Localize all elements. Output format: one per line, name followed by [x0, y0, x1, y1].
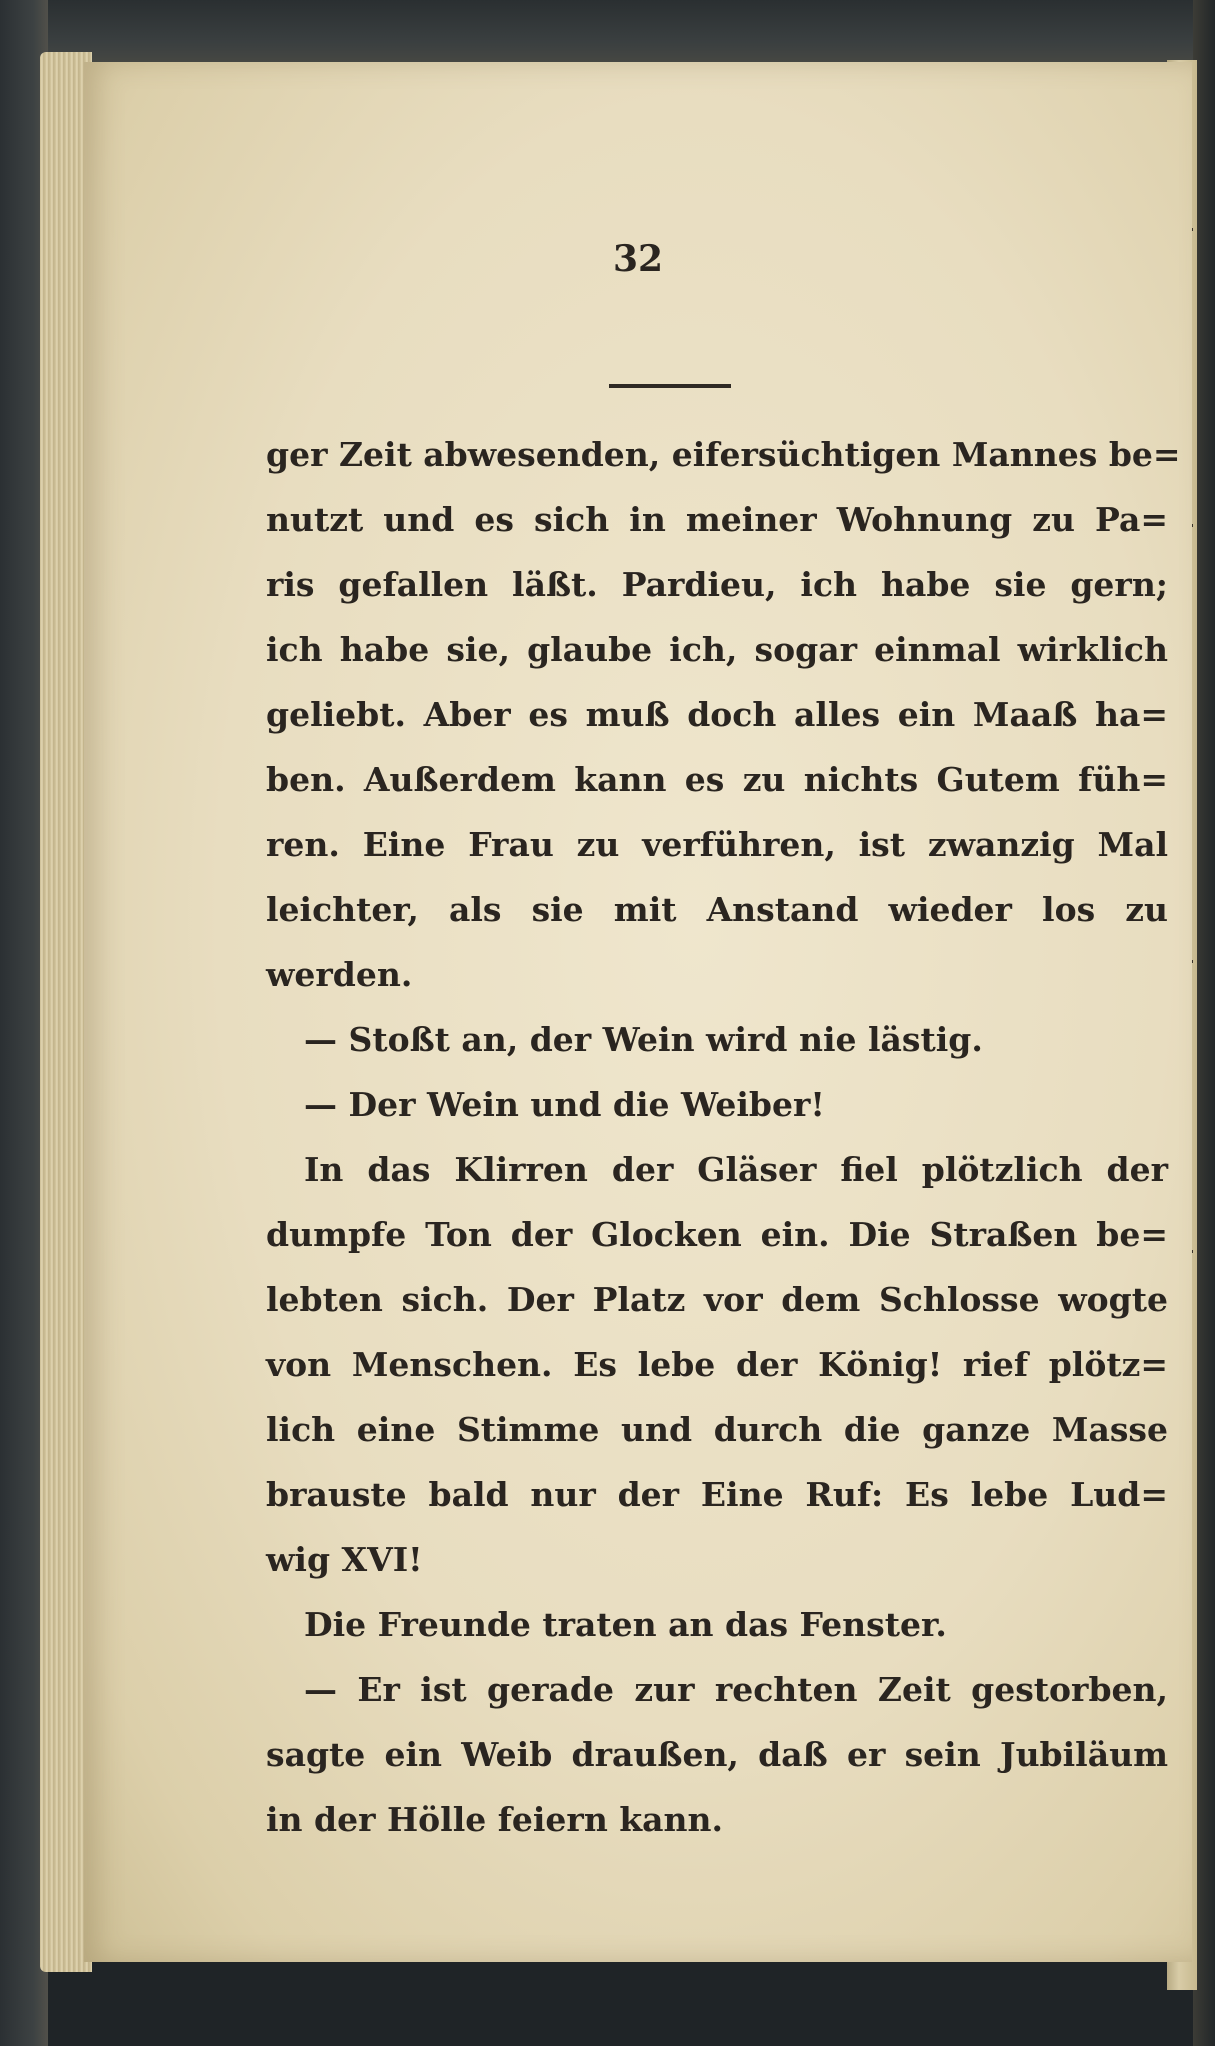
- text-line: In das Klirren der Gläser fiel plötzlich der: [304, 1150, 1168, 1189]
- text-line: ich habe sie, glaube ich, sogar einmal wirklich: [266, 630, 1168, 669]
- text-line: — Stoßt an, der Wein wird nie lästig.: [304, 1020, 983, 1059]
- body-text: [266, 422, 1181, 1852]
- text-line: ris gefallen läßt. Pardieu, ich habe sie gern;: [266, 565, 1168, 604]
- text-line: brauste bald nur der Eine Ruf: Es lebe Lud=: [266, 1475, 1168, 1514]
- text-line: in der Hölle feiern kann.: [266, 1800, 724, 1839]
- text-line: nutzt und es sich in meiner Wohnung zu Pa=: [266, 500, 1168, 539]
- text-line: sagte ein Weib draußen, daß er sein Jubiläum: [266, 1735, 1168, 1774]
- text-line: ben. Außerdem kann es zu nichts Gutem füh=: [266, 760, 1168, 799]
- text-line: Die Freunde traten an das Fenster.: [304, 1605, 947, 1644]
- text-line: dumpfe Ton der Glocken ein. Die Straßen be=: [266, 1215, 1168, 1254]
- page-number: 32: [612, 238, 664, 280]
- text-line: wig XVI!: [266, 1540, 423, 1579]
- text-line: ren. Eine Frau zu verführen, ist zwanzig Mal: [266, 825, 1168, 864]
- text-line: leichter, als sie mit Anstand wieder los zu: [266, 890, 1168, 929]
- text-line: lich eine Stimme und durch die ganze Masse: [266, 1410, 1168, 1449]
- binding-top: [0, 0, 1215, 70]
- book-page: [84, 62, 1192, 1962]
- text-line: werden.: [266, 955, 413, 994]
- text-line: ger Zeit abwesenden, eifersüchtigen Mannes be=: [266, 435, 1181, 474]
- text-line: geliebt. Aber es muß doch alles ein Maaß ha=: [266, 695, 1168, 734]
- text-line: — Er ist gerade zur rechten Zeit gestorben,: [304, 1670, 1168, 1709]
- header-rule: [609, 384, 731, 388]
- text-line: von Menschen. Es lebe der König! rief plötz=: [266, 1345, 1168, 1384]
- text-line: — Der Wein und die Weiber!: [304, 1085, 825, 1124]
- text-line: lebten sich. Der Platz vor dem Schlosse wogte: [266, 1280, 1168, 1319]
